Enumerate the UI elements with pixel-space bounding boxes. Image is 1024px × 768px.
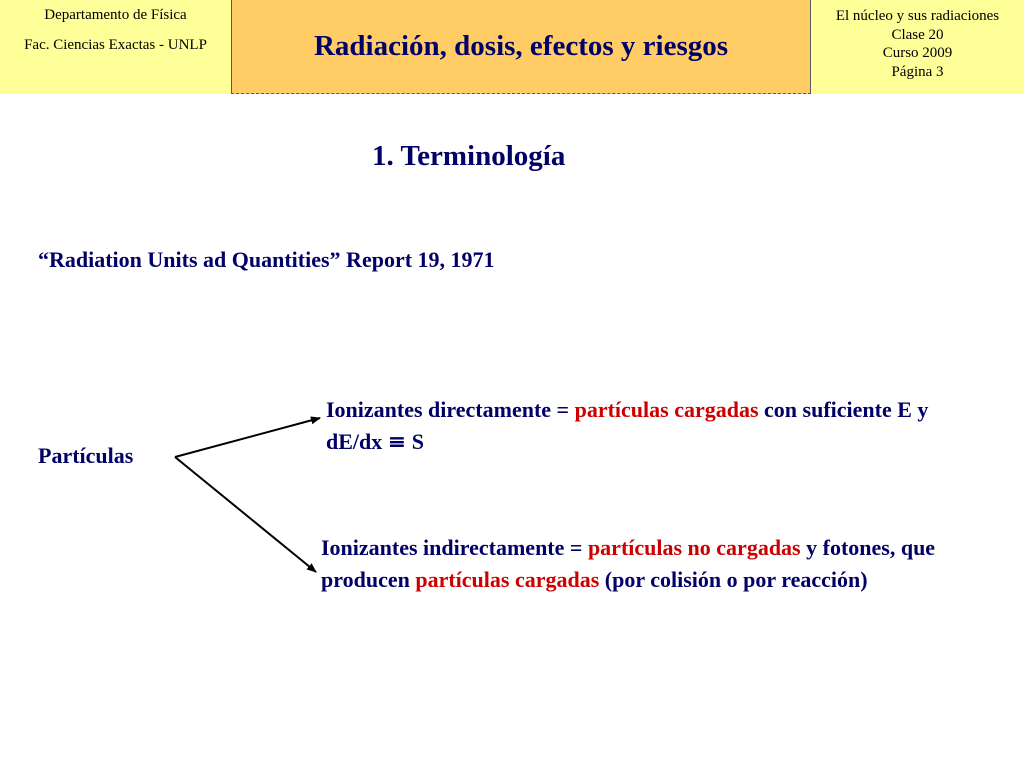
department-label: Departamento de Física: [44, 7, 187, 23]
charged-particles-highlight: partículas cargadas: [574, 397, 759, 422]
page-number: Página 3: [891, 63, 944, 80]
equivalence-symbol: ≡: [387, 429, 407, 455]
section-title: 1. Terminología: [372, 140, 566, 172]
charged-particles-highlight-2: partículas cargadas: [415, 567, 600, 592]
faculty-label: Fac. Ciencias Exactas - UNLP: [24, 37, 207, 53]
direct-ionizing-definition: Ionizantes directamente = partículas cargadas con suficiente E y dE/dx ≡ S: [326, 397, 929, 455]
particles-label: Partículas: [38, 443, 134, 468]
class-number: Clase 20: [891, 26, 944, 43]
report-reference: “Radiation Units ad Quantities” Report 19, 1971: [38, 247, 495, 272]
course-year: Curso 2009: [882, 45, 953, 61]
page-title: Radiación, dosis, efectos y riesgos: [313, 30, 729, 62]
uncharged-particles-highlight: partículas no cargadas: [587, 535, 801, 560]
arrow-to-indirect: [175, 457, 316, 572]
indirect-ionizing-definition: Ionizantes indirectamente = partículas no cargadas y fotones, que producen partículas cargadas (por colisión o por reacción): [321, 535, 936, 592]
arrow-to-direct: [175, 418, 320, 457]
course-topic: El núcleo y sus radiaciones: [835, 8, 1000, 24]
